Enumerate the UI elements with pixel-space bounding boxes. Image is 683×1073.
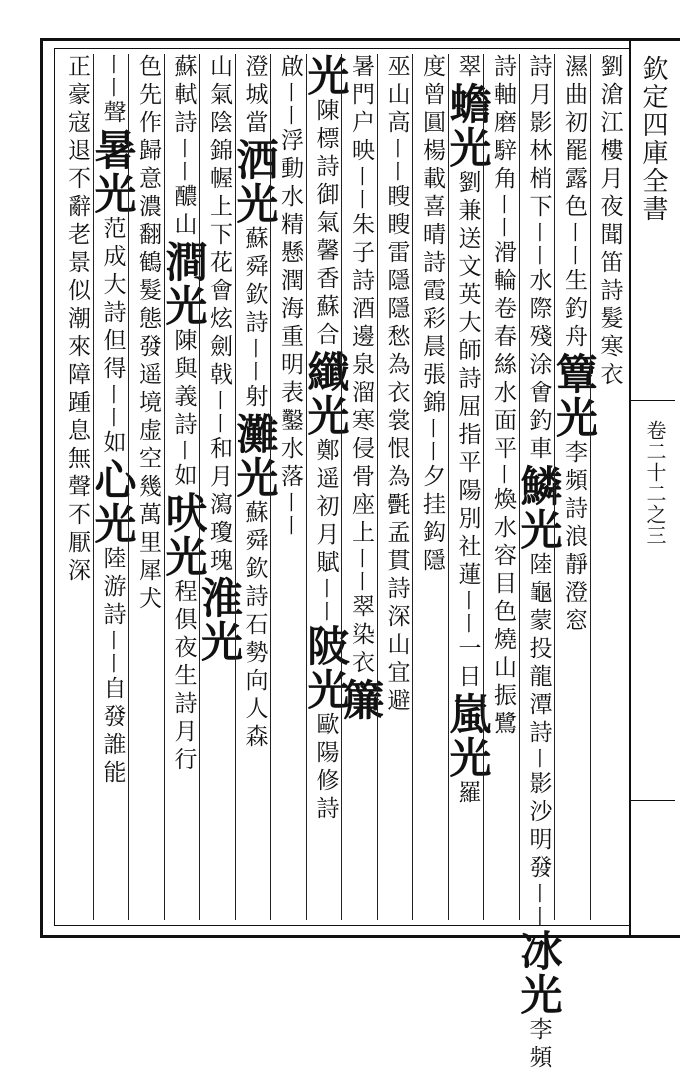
column-rule bbox=[377, 54, 378, 920]
column-text: 李頻詩浪靜澄窓 bbox=[561, 440, 587, 636]
column-text: 蘇舜欽詩石勢向人森 bbox=[241, 500, 268, 752]
column-rule bbox=[519, 54, 520, 920]
column-rule bbox=[235, 54, 236, 920]
entry-heading: 陂光 bbox=[301, 624, 351, 712]
text-column bbox=[377, 54, 417, 716]
entry-heading: 簟光 bbox=[550, 352, 599, 440]
repeat-mark: 丨丨 bbox=[562, 222, 586, 268]
column-text: 水落 bbox=[277, 436, 303, 492]
column-text: 詩軸磨騂角 bbox=[490, 54, 516, 194]
column-text: 生釣舟 bbox=[561, 268, 587, 352]
column-text: 虚空幾萬里犀犬 bbox=[135, 418, 161, 614]
column-text: 髮寒衣 bbox=[596, 306, 623, 390]
text-column bbox=[590, 54, 630, 390]
column-text: 范成大詩但得 bbox=[99, 216, 126, 384]
column-text: 振鷺 bbox=[490, 683, 516, 739]
repeat-mark: 丨丨 bbox=[207, 390, 231, 436]
repeat-mark: 丨丨 bbox=[526, 883, 551, 929]
column-text: 一日 bbox=[454, 636, 481, 692]
column-text: 影沙明發 bbox=[525, 771, 552, 883]
text-column bbox=[301, 54, 351, 824]
repeat-mark: 丨丨 bbox=[100, 54, 125, 100]
column-rule bbox=[164, 54, 165, 920]
entry-heading: 淮光 bbox=[195, 576, 244, 664]
repeat-mark: 丨丨 bbox=[349, 166, 373, 212]
column-text: 陳與義詩 bbox=[170, 328, 197, 440]
repeat-mark: 丨丨 bbox=[455, 590, 480, 636]
column-text: 潤海重明表鑿 bbox=[277, 268, 303, 436]
column-text: 醲山 bbox=[170, 184, 197, 240]
repeat-mark: 丨丨 bbox=[242, 338, 267, 384]
entry-heading: 光 bbox=[301, 54, 351, 98]
entry-heading: 灘光 bbox=[230, 412, 280, 500]
repeat-mark: 丨丨 bbox=[526, 222, 551, 268]
column-text: 夕挂鈎 bbox=[419, 464, 445, 548]
column-rule bbox=[128, 54, 129, 920]
spine-divider bbox=[630, 800, 675, 801]
column-rule bbox=[590, 54, 591, 920]
column-rule bbox=[270, 54, 271, 920]
column-text: 如 bbox=[99, 430, 126, 458]
column-text: 隱 bbox=[419, 548, 445, 576]
column-rule bbox=[448, 54, 449, 920]
spine-title: 欽定四庫全書 bbox=[638, 55, 668, 223]
column-rule bbox=[341, 54, 342, 920]
column-text: 羅 bbox=[454, 780, 481, 808]
repeat-mark: 丨丨 bbox=[313, 578, 338, 624]
column-text: 巫山高 bbox=[383, 54, 410, 138]
column-text: 陸游詩 bbox=[99, 546, 126, 630]
entry-heading: 澗光 bbox=[159, 240, 209, 328]
column-text: 障踵息無聲不厭深 bbox=[64, 362, 90, 586]
column-text: 煥水容目色燒山 bbox=[490, 487, 516, 683]
entry-heading: 嵐光 bbox=[443, 692, 493, 780]
text-column bbox=[159, 54, 209, 775]
column-rule bbox=[306, 54, 307, 920]
column-text: 滑輪卷春絲水面平 bbox=[490, 240, 516, 464]
column-text: 射 bbox=[241, 384, 268, 412]
column-rule bbox=[412, 54, 413, 920]
column-text: 李頻 bbox=[525, 1017, 552, 1073]
column-text: 程俱夜生詩月行 bbox=[170, 579, 197, 775]
repeat-mark: 丨丨 bbox=[171, 138, 196, 184]
column-text: 和月瀉瓊瑰 bbox=[206, 436, 232, 576]
entry-heading: 洒光 bbox=[230, 138, 280, 226]
repeat-mark: 丨丨 bbox=[278, 492, 302, 538]
repeat-mark: 丨丨 bbox=[278, 82, 302, 128]
column-text: 澄城當 bbox=[241, 54, 268, 138]
spine-volume: 卷二十二之三 bbox=[643, 420, 667, 546]
column-text: 水際殘涂㑹釣車 bbox=[525, 268, 552, 464]
repeat-mark: 丨丨 bbox=[384, 138, 409, 184]
column-text: 劉兼送文英大師詩屈指平陽別社蓮 bbox=[454, 170, 481, 590]
entry-heading: 蟾光 bbox=[443, 82, 493, 170]
column-text: 翠 bbox=[454, 54, 481, 82]
column-rule bbox=[483, 54, 484, 920]
column-text: 濕曲初罷露色 bbox=[561, 54, 587, 222]
column-text: 劉滄江樓月夜聞笛詩 bbox=[596, 54, 623, 306]
column-text: 如 bbox=[170, 463, 197, 491]
column-text: 劍戟 bbox=[206, 334, 232, 390]
column-text: 山氣陰 bbox=[206, 54, 232, 138]
column-text: 寇退不辭老景似潮來 bbox=[64, 110, 90, 362]
entry-heading: 纖光 bbox=[301, 350, 351, 438]
entry-heading: 心光 bbox=[88, 458, 138, 546]
column-text: 自發誰能 bbox=[99, 676, 126, 788]
column-text: 暑門户映 bbox=[348, 54, 374, 166]
column-text: 陳標詩御氣馨香蘇合 bbox=[312, 98, 339, 350]
column-text: 鄭遥初月賦 bbox=[312, 438, 339, 578]
column-text: 翻鶴髮態發遥境 bbox=[135, 222, 161, 418]
entry-heading: 簾 bbox=[337, 678, 386, 722]
column-rule bbox=[199, 54, 200, 920]
repeat-mark: 丨丨 bbox=[349, 548, 373, 594]
column-text: 正豪 bbox=[64, 54, 90, 110]
entry-heading: 吠光 bbox=[159, 491, 209, 579]
column-text: 詩月影林梢下 bbox=[525, 54, 552, 222]
column-text: 陸龜蒙投龍潭詩 bbox=[525, 552, 552, 748]
column-text: 啟 bbox=[277, 54, 303, 82]
column-text: 蘇舜欽詩 bbox=[241, 226, 268, 338]
entry-heading: 鱗光 bbox=[514, 464, 564, 552]
repeat-mark: 丨 bbox=[491, 464, 515, 487]
column-text: 錦幄上下花會炫 bbox=[206, 138, 232, 334]
column-text: 度曾圓楊載喜晴詩霞彩晨張錦 bbox=[419, 54, 445, 418]
column-text: 朱子詩酒邊泉溜寒侵骨座上 bbox=[348, 212, 374, 548]
column-rule bbox=[93, 54, 94, 920]
repeat-mark: 丨丨 bbox=[420, 418, 444, 464]
repeat-mark: 丨丨 bbox=[100, 630, 125, 676]
text-column bbox=[57, 54, 97, 586]
text-column bbox=[443, 54, 493, 808]
column-text: 歐陽修詩 bbox=[312, 712, 339, 824]
column-text: 翠染衣 bbox=[348, 594, 374, 678]
repeat-mark: 丨 bbox=[526, 748, 551, 771]
column-text: 色先作歸意濃 bbox=[135, 54, 161, 222]
column-text: 浮動水精懸 bbox=[277, 128, 303, 268]
text-column bbox=[514, 54, 564, 1073]
column-text: 蘇軾詩 bbox=[170, 54, 197, 138]
entry-heading: 冰光 bbox=[514, 929, 564, 1017]
column-rule bbox=[554, 54, 555, 920]
text-column bbox=[88, 54, 138, 788]
repeat-mark: 丨 bbox=[171, 440, 196, 463]
text-column bbox=[412, 54, 452, 576]
repeat-mark: 丨丨 bbox=[100, 384, 125, 430]
entry-heading: 暑光 bbox=[88, 128, 138, 216]
spine-divider bbox=[630, 400, 675, 401]
repeat-mark: 丨丨 bbox=[491, 194, 515, 240]
column-text: 瞍瞍雷隱隱愁為衣裳恨為㲲孟貫詩深山宜避 bbox=[383, 184, 410, 716]
column-text: 聲 bbox=[99, 100, 126, 128]
